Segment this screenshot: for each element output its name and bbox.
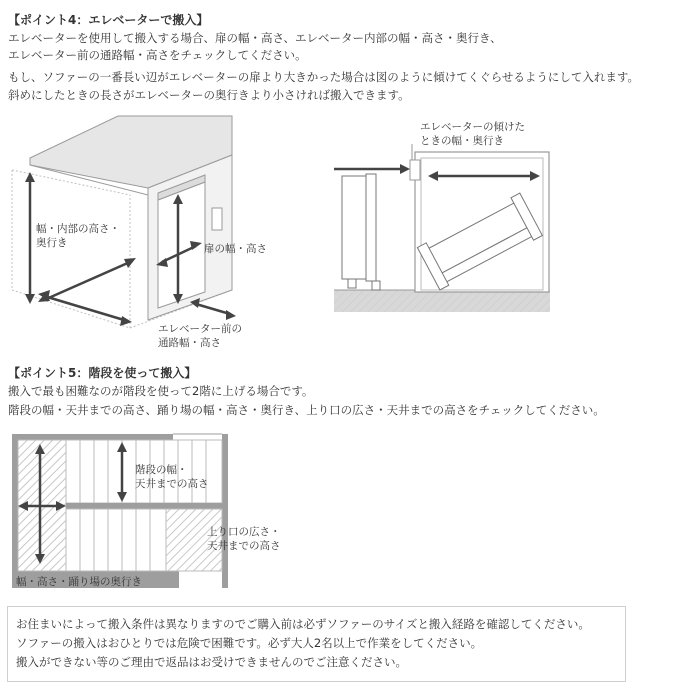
- label-front-corridor-2: 通路幅・高さ: [158, 337, 221, 349]
- label-landing: 幅・高さ・踊り場の奥行き: [16, 576, 142, 588]
- section4-text-line: エレベーターを使用して搬入する場合、扉の幅・高さ、エレベーター内部の幅・高さ・奥行き、: [8, 31, 502, 45]
- label-inner-dimensions-1: 幅・内部の高さ・: [36, 223, 120, 235]
- label-entrance-2: 天井までの高さ: [207, 540, 281, 552]
- label-tilted-size-2: ときの幅・奥行き: [420, 135, 504, 147]
- label-tilted-size-1: エレベーターの傾けた: [420, 121, 525, 133]
- label-door-size: 扉の幅・高さ: [204, 243, 267, 255]
- label-inner-dimensions-2: 奥行き: [36, 237, 68, 249]
- section5-heading: 【ポイント5：階段を使って搬入】: [8, 366, 197, 380]
- section5-text-line: 搬入で最も困難なのが階段を使って2階に上げる場合です。: [8, 384, 314, 398]
- label-entrance-1: 上り口の広さ・: [207, 526, 281, 538]
- section4-text-line: もし、ソファーの一番長い辺がエレベーターの扉より大きかった場合は図のように傾けてくぐらせるようにして入れます。: [8, 70, 639, 84]
- notice-line: 搬入ができない等のご理由で返品はお受けできませんのでご注意ください。: [16, 655, 407, 669]
- label-stairs-2: 天井までの高さ: [135, 478, 209, 490]
- notice-line: お住まいによって搬入条件は異なりますのでご購入前は必ずソファーのサイズと搬入経路を確認してください。: [16, 617, 590, 631]
- label-front-corridor-1: エレベーター前の: [158, 323, 242, 335]
- section5-text-line: 階段の幅・天井までの高さ、踊り場の幅・高さ・奥行き、上り口の広さ・天井までの高さをチェックしてください。: [8, 403, 605, 417]
- section4-text-line: エレベーター前の通路幅・高さをチェックしてください。: [8, 48, 307, 62]
- section4-heading: 【ポイント4：エレベーターで搬入】: [8, 13, 209, 27]
- section4-text-line: 斜めにしたときの長さがエレベーターの奥行きより小さければ搬入できます。: [8, 88, 410, 102]
- notice-line: ソファーの搬入はおひとりでは危険で困難です。必ず大人2名以上で作業をしてください。: [16, 636, 483, 650]
- label-stairs-1: 階段の幅・: [135, 464, 188, 476]
- notice-box: [7, 606, 626, 682]
